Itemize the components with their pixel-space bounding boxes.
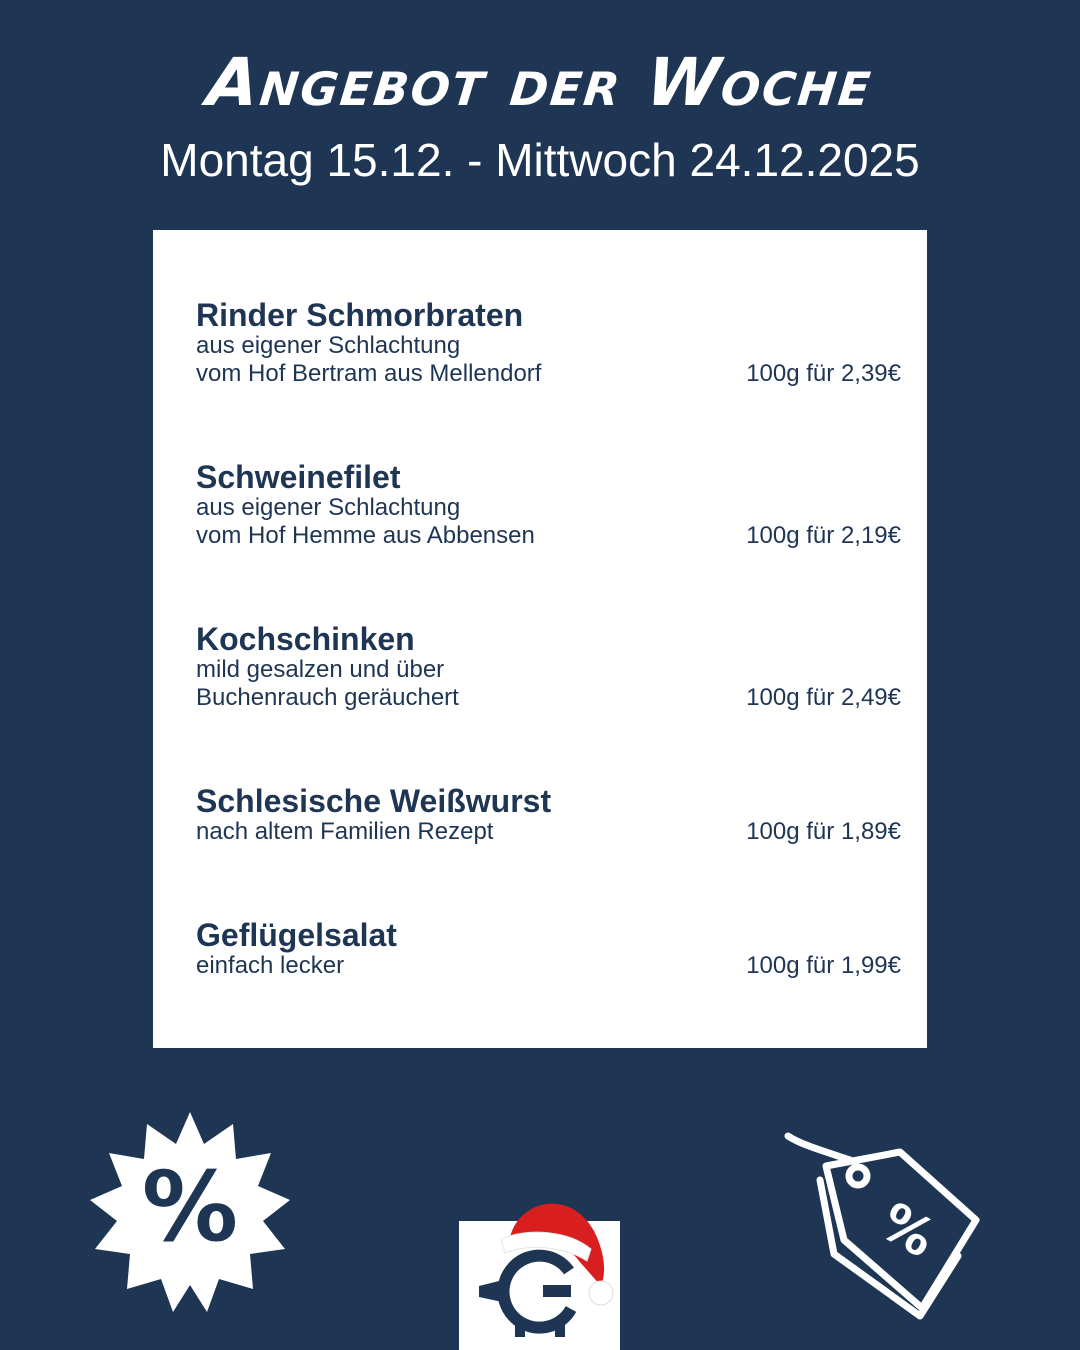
offer-item bbox=[196, 783, 901, 846]
item-price: 100g für 1,89€ bbox=[746, 818, 901, 845]
item-price: 100g für 2,49€ bbox=[746, 684, 901, 711]
butcher-logo bbox=[459, 1221, 620, 1350]
item-price: 100g für 1,99€ bbox=[746, 952, 901, 979]
item-desc-line1: nach altem Familien Rezept bbox=[196, 818, 494, 845]
offer-item bbox=[196, 459, 901, 550]
percent-price-tag-icon bbox=[780, 1130, 990, 1320]
item-desc-line2: vom Hof Hemme aus Abbensen bbox=[196, 522, 535, 549]
item-price: 100g für 2,19€ bbox=[746, 522, 901, 549]
offer-item bbox=[196, 297, 901, 388]
item-desc-line1: mild gesalzen und über bbox=[196, 656, 445, 683]
item-name: Rinder Schmorbraten bbox=[196, 297, 524, 333]
butcher-pig-logo-icon bbox=[459, 1191, 620, 1350]
offer-item bbox=[196, 917, 901, 980]
item-name: Geflügelsalat bbox=[196, 917, 397, 953]
offer-item bbox=[196, 621, 901, 712]
item-name: Schlesische Weißwurst bbox=[196, 783, 552, 819]
item-desc-line1: aus eigener Schlachtung bbox=[196, 332, 461, 359]
offer-card bbox=[153, 230, 927, 1048]
item-desc-line2: Buchenrauch geräuchert bbox=[196, 684, 459, 711]
item-desc-line1: aus eigener Schlachtung bbox=[196, 494, 461, 521]
item-name: Kochschinken bbox=[196, 621, 415, 657]
svg-text:%: % bbox=[869, 1191, 946, 1270]
item-desc-line2: vom Hof Bertram aus Mellendorf bbox=[196, 360, 542, 387]
item-desc-line1: einfach lecker bbox=[196, 952, 345, 979]
svg-text:%: % bbox=[141, 1151, 239, 1263]
percent-badge-icon bbox=[90, 1112, 290, 1312]
date-range: Montag 15.12. - Mittwoch 24.12.2025 bbox=[160, 134, 920, 186]
page-title: Angebot der Woche bbox=[203, 44, 877, 121]
item-price: 100g für 2,39€ bbox=[746, 360, 901, 387]
item-name: Schweinefilet bbox=[196, 459, 401, 495]
